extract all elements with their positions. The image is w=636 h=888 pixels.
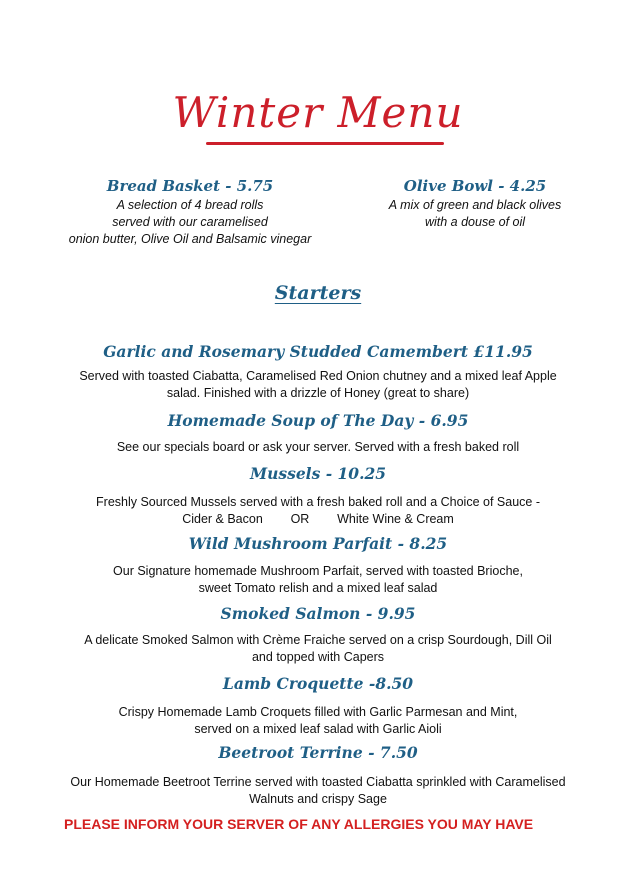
starter-description-line-1: Our Signature homemade Mushroom Parfait, served with toasted Brioche, [113,564,523,578]
starter-item-mussels [40,464,596,528]
bread-basket-line-3: onion butter, Olive Oil and Balsamic vinegar [68,232,312,246]
starter-description-line-1: A delicate Smoked Salmon with Crème Fraiche served on a crisp Sourdough, Dill Oil [84,633,552,647]
olive-bowl-line-2: with a douse of oil [424,215,526,229]
starter-heading: Homemade Soup of The Day - 6.95 [167,411,469,430]
menu-title: Winter Menu [172,88,464,137]
allergy-notice: PLEASE INFORM YOUR SERVER OF ANY ALLERGIES YOU MAY HAVE [64,816,534,832]
starter-item-mushroom-parfait [40,534,596,597]
starter-description-line-2: served on a mixed leaf salad with Garlic Aioli [194,722,442,736]
olive-bowl-heading: Olive Bowl - 4.25 [403,177,547,195]
starter-description-line-2: and topped with Capers [251,650,385,664]
starter-description-line-2: sweet Tomato relish and a mixed leaf salad [198,581,438,595]
bread-basket-heading: Bread Basket - 5.75 [106,177,274,195]
starter-description-line-1: Served with toasted Ciabatta, Caramelised Red Onion chutney and a mixed leaf Apple [79,369,557,383]
starter-description-line-1: Our Homemade Beetroot Terrine served with toasted Ciabatta sprinkled with Caramelised [70,775,566,789]
bread-basket-section [50,176,330,248]
starter-description-line-1: See our specials board or ask your server. Served with a fresh baked roll [116,440,520,454]
olive-bowl-section [368,176,582,231]
starter-description-line-1: Freshly Sourced Mussels served with a fresh baked roll and a Choice of Sauce - [96,495,540,509]
olive-bowl-line-1: A mix of green and black olives [388,198,562,212]
starter-description-line-2: Walnuts and crispy Sage [249,792,387,806]
starter-item-beetroot-terrine [40,743,596,808]
starter-heading: Garlic and Rosemary Studded Camembert £11.95 [103,342,533,361]
bread-basket-line-2: served with our caramelised [112,215,268,229]
starter-description-line-2: salad. Finished with a drizzle of Honey (great to share) [166,386,470,400]
title-underline [206,142,444,145]
starter-heading: Smoked Salmon - 9.95 [220,604,416,623]
starter-description-line-2: Cider & Bacon OR White Wine & Cream [182,512,454,526]
starter-heading: Beetroot Terrine - 7.50 [218,743,418,762]
starter-item-camembert [40,342,596,402]
starter-item-lamb-croquette [40,674,596,738]
starter-description-line-1: Crispy Homemade Lamb Croquets filled with Garlic Parmesan and Mint, [118,705,518,719]
starter-heading: Lamb Croquette -8.50 [222,674,414,693]
starter-item-soup [40,411,596,456]
bread-basket-line-1: A selection of 4 bread rolls [116,198,264,212]
starters-heading-text: Starters [274,282,362,304]
starter-heading: Wild Mushroom Parfait - 8.25 [188,534,448,553]
starters-heading [0,282,636,304]
starter-heading: Mussels - 10.25 [249,464,387,483]
starter-item-smoked-salmon [40,604,596,666]
